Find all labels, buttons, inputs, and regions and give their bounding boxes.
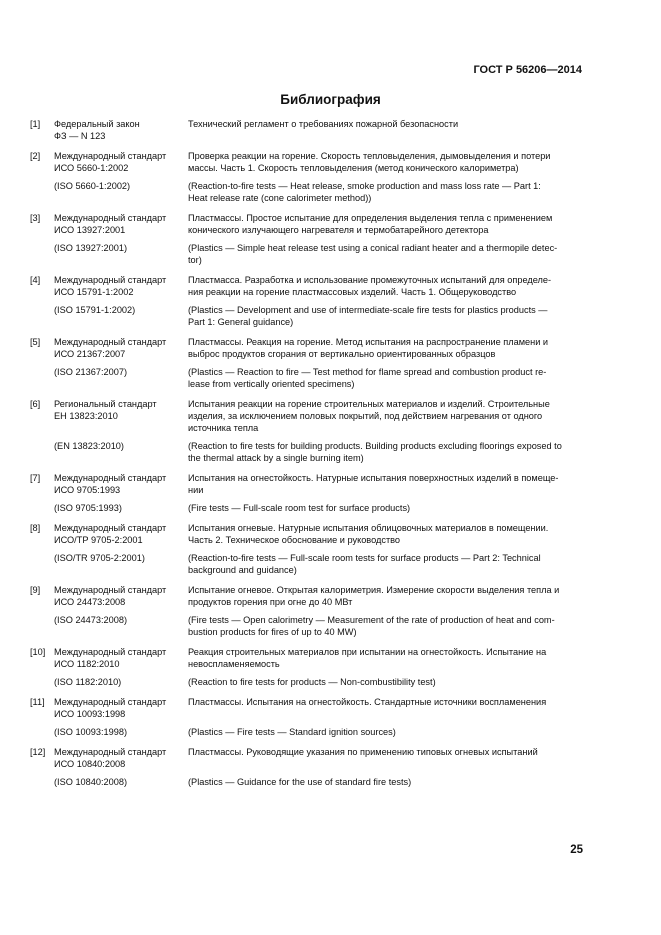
entry-original-reference: (ISO 1182:2010) — [54, 677, 122, 687]
entry-original-reference: (ISO 21367:2007) — [54, 367, 128, 377]
bibliography-entry — [30, 746, 600, 788]
entry-original-reference: (ISO/TR 9705-2:2001) — [54, 553, 145, 563]
bibliography-entry — [30, 696, 600, 738]
entry-title: Испытание огневое. Открытая калориметрия. Измерение скорости выделения тепла и продуктов горения при огне до 40 МВт — [188, 585, 560, 607]
entry-original-title: (Plastics — Simple heat release test using a conical radiant heater and a thermopile detec- tor) — [188, 243, 558, 265]
entry-original-title: (Reaction to fire tests for building products. Building products excluding floorings exposed to the thermal attack by a single burning item) — [188, 441, 562, 463]
entry-number: [7] — [30, 473, 41, 483]
entry-number: [10] — [30, 647, 46, 657]
entry-number: [2] — [30, 151, 41, 161]
spacer — [30, 552, 54, 576]
entry-original-reference: (EN 13823:2010) — [54, 441, 124, 451]
entry-original-title: (Plastics — Guidance for the use of standard fire tests) — [188, 777, 412, 787]
bibliography-entry — [30, 522, 600, 576]
page-title: Библиография — [280, 92, 381, 107]
entry-original-reference: (ISO 13927:2001) — [54, 243, 128, 253]
bibliography-entry — [30, 212, 600, 266]
entry-number: [11] — [30, 697, 45, 707]
bibliography-list — [30, 118, 600, 796]
entry-original-title: (Reaction to fire tests for products — Non-combustibility test) — [188, 677, 436, 687]
entry-title: Технический регламент о требованиях пожарной безопасности — [188, 119, 459, 129]
entry-reference: Международный стандарт ИСО 15791-1:2002 — [54, 275, 167, 297]
entry-original-reference: (ISO 5660-1:2002) — [54, 181, 131, 191]
entry-original-reference: (ISO 15791-1:2002) — [54, 305, 136, 315]
entry-number: [3] — [30, 213, 41, 223]
entry-title: Пластмассы. Реакция на горение. Метод испытания на распространение пламени и выброс продуктов сгорания от вертикально ориентированных образцов — [188, 337, 549, 359]
spacer — [30, 180, 54, 204]
entry-original-title: (Fire tests — Open calorimetry — Measurement of the rate of production of heat and com- bustion products for fires of up to 40 MW) — [188, 615, 555, 637]
entry-title: Испытания реакции на горение строительных материалов и изделий. Строительные изделия, за исключением половых покрытий, под действием нагревания от одного источника тепла — [188, 399, 550, 433]
entry-reference: Международный стандарт ИСО 1182:2010 — [54, 647, 167, 669]
entry-original-reference: (ISO 24473:2008) — [54, 615, 128, 625]
bibliography-entry — [30, 150, 600, 204]
document-id: ГОСТ Р 56206—2014 — [473, 64, 582, 76]
entry-title: Пластмассы. Испытания на огнестойкость. Стандартные источники воспламенения — [188, 697, 547, 707]
entry-number: [12] — [30, 747, 46, 757]
entry-reference: Международный стандарт ИСО 13927:2001 — [54, 213, 167, 235]
spacer — [30, 776, 54, 788]
entry-number: [1] — [30, 119, 41, 129]
spacer — [30, 242, 54, 266]
entry-original-reference: (ISO 10093:1998) — [54, 727, 128, 737]
spacer — [30, 440, 54, 464]
entry-title: Пластмассы. Руководящие указания по применению типовых огневых испытаний — [188, 747, 538, 757]
entry-original-title: (Fire tests — Full-scale room test for surface products) — [188, 503, 411, 513]
entry-number: [9] — [30, 585, 41, 595]
entry-reference: Международный стандарт ИСО 10840:2008 — [54, 747, 167, 769]
entry-original-reference: (ISO 10840:2008) — [54, 777, 128, 787]
entry-title: Проверка реакции на горение. Скорость тепловыделения, дымовыделения и потери массы. Часть 1. Скорость тепловыделения (метод конического калориметра) — [188, 151, 551, 173]
bibliography-entry — [30, 336, 600, 390]
bibliography-entry — [30, 274, 600, 328]
entry-reference: Международный стандарт ИСО 5660-1:2002 — [54, 151, 167, 173]
spacer — [30, 726, 54, 738]
entry-original-title: (Plastics — Development and use of intermediate-scale fire tests for plastics products — Part 1: General guidance) — [188, 305, 548, 327]
entry-original-title: (Plastics — Reaction to fire — Test method for flame spread and combustion product re- lease from vertically oriented specimens) — [188, 367, 547, 389]
entry-original-reference: (ISO 9705:1993) — [54, 503, 122, 513]
entry-original-title: (Reaction-to-fire tests — Heat release, smoke production and mass loss rate — Part 1: Heat release rate (cone calorimeter method)) — [188, 181, 541, 203]
bibliography-entry — [30, 398, 600, 464]
spacer — [30, 614, 54, 638]
entry-reference: Международный стандарт ИСО 24473:2008 — [54, 585, 167, 607]
bibliography-entry — [30, 584, 600, 638]
entry-original-title: (Reaction-to-fire tests — Full-scale room tests for surface products — Part 2: Technical background and guidance) — [188, 553, 541, 575]
bibliography-entry — [30, 118, 600, 142]
spacer — [30, 366, 54, 390]
entry-reference: Международный стандарт ИСО 9705:1993 — [54, 473, 167, 495]
entry-reference: Международный стандарт ИСО/ТР 9705-2:2001 — [54, 523, 167, 545]
entry-title: Испытания огневые. Натурные испытания облицовочных материалов в помещении. Часть 2. Техническое обоснование и руководство — [188, 523, 549, 545]
entry-reference: Международный стандарт ИСО 21367:2007 — [54, 337, 167, 359]
entry-title: Реакция строительных материалов при испытании на огнестойкость. Испытание на невоспламеняемость — [188, 647, 547, 669]
spacer — [30, 502, 54, 514]
entry-reference: Федеральный закон ФЗ — N 123 — [54, 119, 140, 141]
entry-number: [5] — [30, 337, 41, 347]
bibliography-entry — [30, 472, 600, 514]
entry-title: Пластмасса. Разработка и использование промежуточных испытаний для определе- ния реакции на горение пластмассовых изделий. Часть 1. Общеруководство — [188, 275, 552, 297]
entry-title: Испытания на огнестойкость. Натурные испытания поверхностных изделий в помеще- нии — [188, 473, 559, 495]
entry-original-title: (Plastics — Fire tests — Standard ignition sources) — [188, 727, 396, 737]
entry-number: [6] — [30, 399, 41, 409]
entry-title: Пластмассы. Простое испытание для определения выделения тепла с применением конического излучающего нагревателя и термобатарейного детектора — [188, 213, 553, 235]
entry-reference: Региональный стандарт ЕН 13823:2010 — [54, 399, 157, 421]
entry-reference: Международный стандарт ИСО 10093:1998 — [54, 697, 167, 719]
entry-number: [8] — [30, 523, 41, 533]
page-number: 25 — [570, 844, 583, 856]
spacer — [30, 304, 54, 328]
spacer — [30, 676, 54, 688]
bibliography-entry — [30, 646, 600, 688]
entry-number: [4] — [30, 275, 41, 285]
